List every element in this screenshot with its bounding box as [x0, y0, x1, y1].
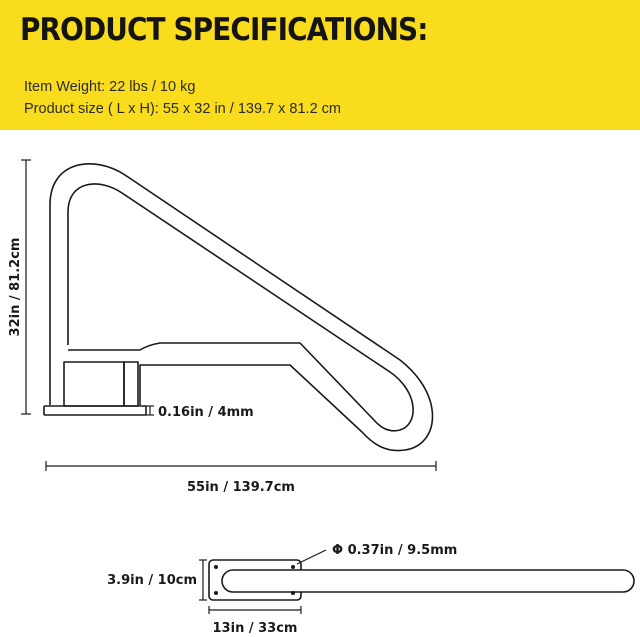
diameter-leader: [297, 550, 326, 564]
product-size-spec: Product size ( L x H): 55 x 32 in / 139.7 x 81.2 cm: [24, 101, 341, 117]
plate-width-dimension: [209, 606, 301, 614]
thickness-marker: [146, 406, 154, 415]
length-dimension: [46, 461, 436, 471]
base-foot-left: [64, 362, 124, 406]
height-label: 32in / 81.2cm: [8, 237, 23, 337]
diameter-label: Φ 0.37in / 9.5mm: [332, 543, 458, 558]
rail-top-view: [222, 570, 634, 592]
plate-height-label: 3.9in / 10cm: [107, 573, 197, 588]
length-label: 55in / 139.7cm: [187, 480, 295, 495]
handrail-diagram: [0, 130, 640, 637]
top-view: [209, 560, 634, 600]
handrail-side-inner: [68, 184, 413, 431]
item-weight-spec: Item Weight: 22 lbs / 10 kg: [24, 79, 196, 95]
base-foot-right: [124, 362, 138, 406]
spec-header: [0, 0, 640, 130]
thickness-label: 0.16in / 4mm: [158, 405, 254, 420]
plate-width-label: 13in / 33cm: [212, 621, 298, 636]
page-title: PRODUCT SPECIFICATIONS:: [20, 12, 428, 48]
plate-height-dimension: [199, 560, 207, 600]
